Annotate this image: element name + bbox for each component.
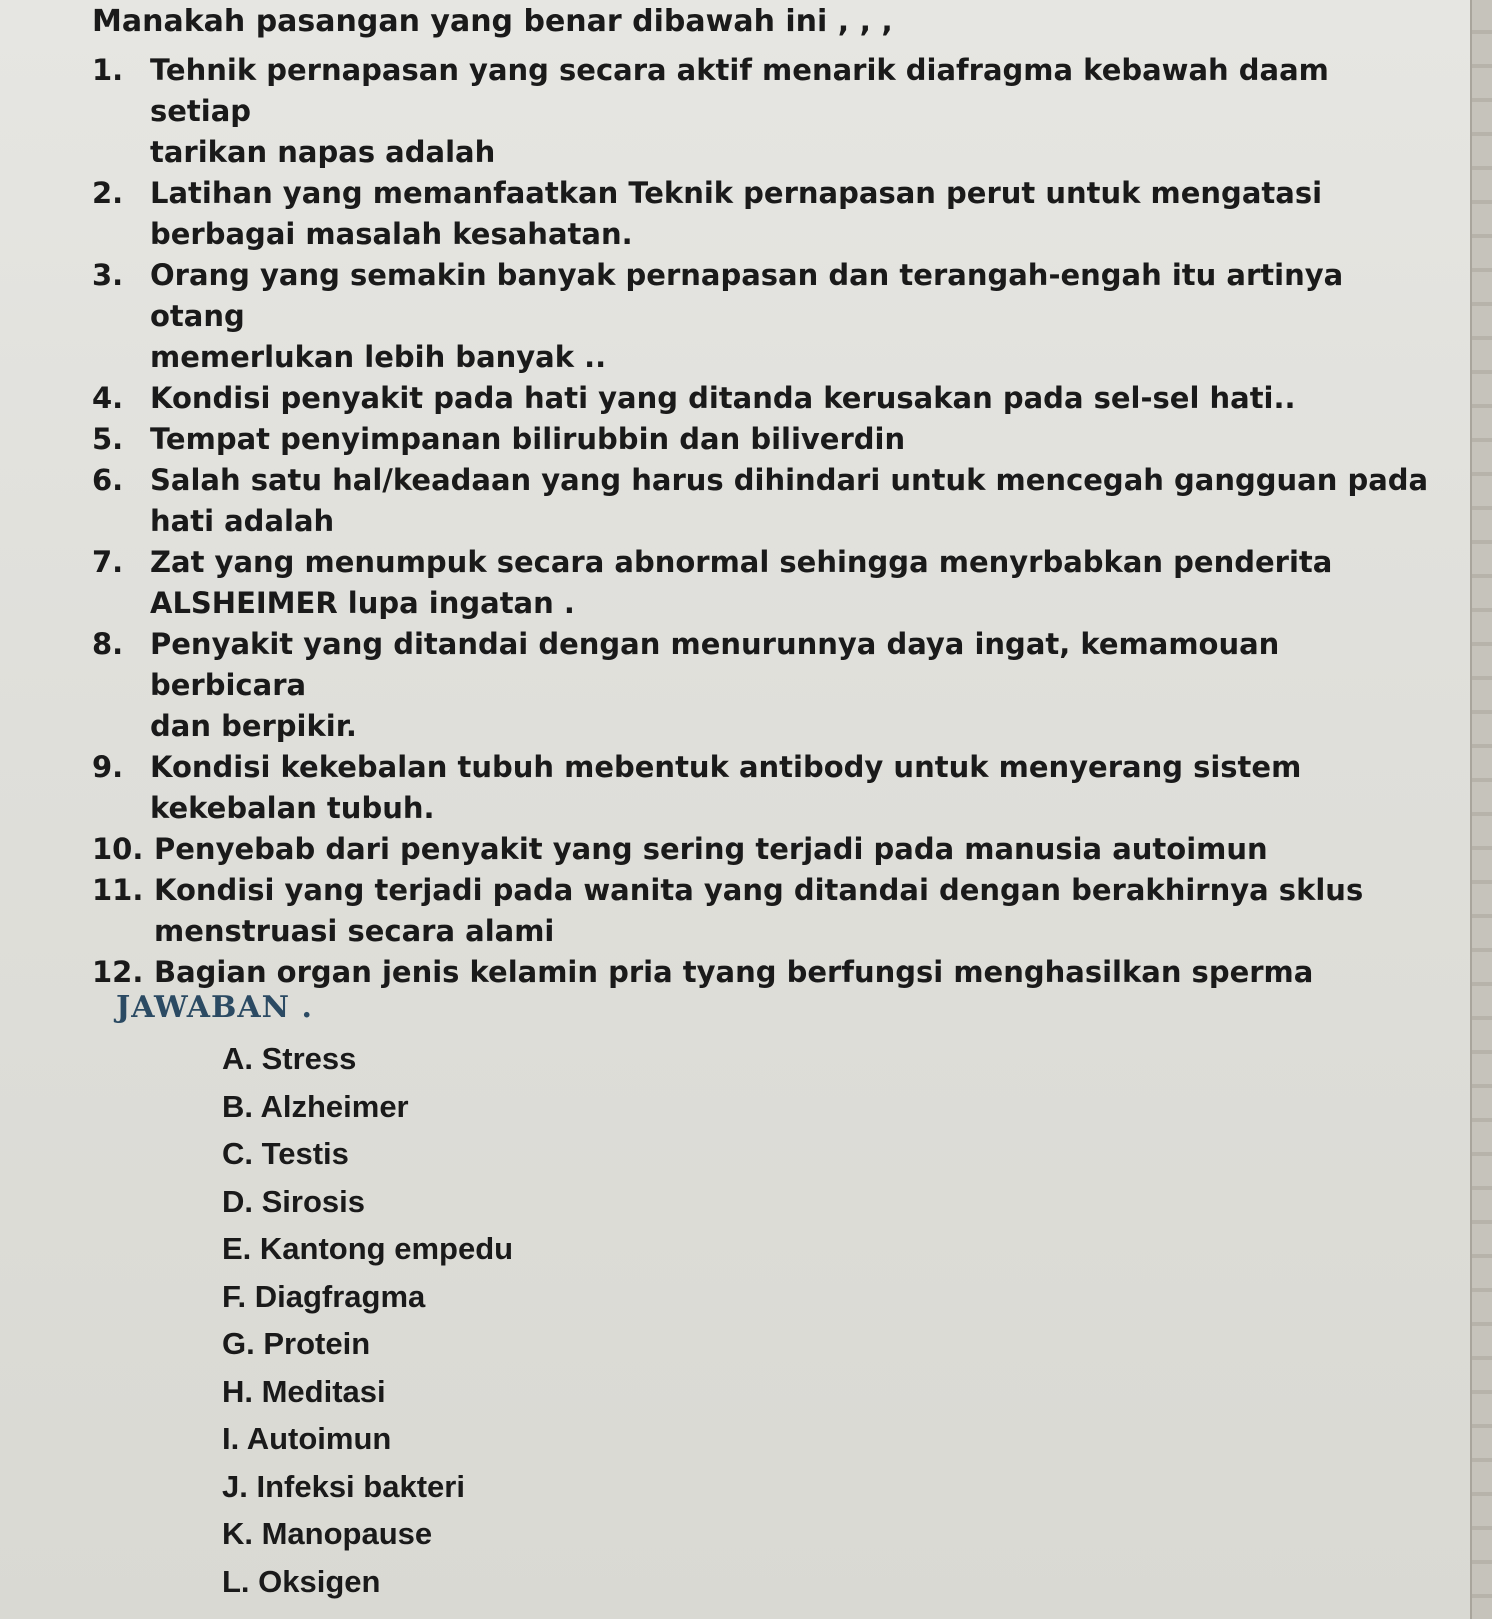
answer-option: I. Autoimun <box>222 1421 392 1456</box>
answer-option: J. Infeksi bakteri <box>222 1468 465 1504</box>
question-item <box>92 829 1432 870</box>
page-stack-edge <box>1470 0 1492 1619</box>
question-number: 4. <box>92 381 124 415</box>
answer-heading: JAWABAN . <box>116 990 313 1025</box>
question-line: Bagian organ jenis kelamin pria tyang berfungsi menghasilkan sperma <box>154 955 1314 989</box>
question-number: 8. <box>92 627 124 661</box>
question-line: Tempat penyimpanan bilirubbin dan biliverdin <box>150 422 906 456</box>
question-line: memerlukan lebih banyak .. <box>150 340 607 374</box>
answer-option: G. Protein <box>222 1326 371 1361</box>
question-number: 2. <box>92 176 124 210</box>
question-number: 6. <box>92 463 124 497</box>
question-line: kekebalan tubuh. <box>150 791 435 825</box>
question-line: ALSHEIMER lupa ingatan . <box>150 586 575 620</box>
answer-option: H. Meditasi <box>222 1373 386 1409</box>
question-item <box>92 50 1432 173</box>
question-line: berbagai masalah kesahatan. <box>150 217 633 251</box>
answer-option: F. Diagfragma <box>222 1278 426 1314</box>
question-item <box>92 624 1432 747</box>
question-line: Zat yang menumpuk secara abnormal sehingga menyrbabkan penderita <box>150 545 1333 579</box>
answer-option: C. Testis <box>222 1136 349 1171</box>
question-item <box>92 952 1432 993</box>
question-list <box>92 50 1432 993</box>
question-item <box>92 419 1432 460</box>
question-line: Kondisi penyakit pada hati yang ditanda kerusakan pada sel-sel hati.. <box>150 381 1296 415</box>
answer-option: D. Sirosis <box>222 1183 365 1219</box>
question-heading: Manakah pasangan yang benar dibawah ini , , , <box>92 4 893 39</box>
answer-option: L. Oksigen <box>222 1563 381 1599</box>
question-item <box>92 173 1432 255</box>
question-number: 10. <box>92 832 144 866</box>
question-item <box>92 378 1432 419</box>
question-line: Penyakit yang ditandai dengan menurunnya daya ingat, kemamouan berbicara <box>150 627 1280 702</box>
question-item <box>92 255 1432 378</box>
question-line: menstruasi secara alami <box>154 914 555 948</box>
question-line: tarikan napas adalah <box>150 135 496 169</box>
question-line: Tehnik pernapasan yang secara aktif menarik diafragma kebawah daam setiap <box>150 53 1329 128</box>
question-line: Kondisi kekebalan tubuh mebentuk antibody untuk menyerang sistem <box>150 750 1302 784</box>
question-number: 12. <box>92 955 144 989</box>
question-line: Penyebab dari penyakit yang sering terjadi pada manusia autoimun <box>154 832 1268 866</box>
question-item <box>92 460 1432 542</box>
question-number: 3. <box>92 258 124 292</box>
question-number: 5. <box>92 422 124 456</box>
question-number: 1. <box>92 53 124 87</box>
question-line: Salah satu hal/keadaan yang harus dihindari untuk mencegah gangguan pada <box>150 463 1429 497</box>
question-number: 7. <box>92 545 124 579</box>
question-item <box>92 870 1432 952</box>
question-number: 9. <box>92 750 124 784</box>
answer-list <box>222 1035 513 1605</box>
question-line: Kondisi yang terjadi pada wanita yang ditandai dengan berakhirnya sklus <box>154 873 1364 907</box>
question-item <box>92 542 1432 624</box>
question-line: Orang yang semakin banyak pernapasan dan terangah-engah itu artinya otang <box>150 258 1344 333</box>
answer-option: B. Alzheimer <box>222 1088 409 1124</box>
question-line: hati adalah <box>150 504 335 538</box>
question-number: 11. <box>92 873 144 907</box>
answer-option: A. Stress <box>222 1041 357 1076</box>
answer-option: K. Manopause <box>222 1516 433 1551</box>
question-item <box>92 747 1432 829</box>
question-line: Latihan yang memanfaatkan Teknik pernapasan perut untuk mengatasi <box>150 176 1323 210</box>
question-line: dan berpikir. <box>150 709 357 743</box>
answer-option: E. Kantong empedu <box>222 1231 514 1266</box>
